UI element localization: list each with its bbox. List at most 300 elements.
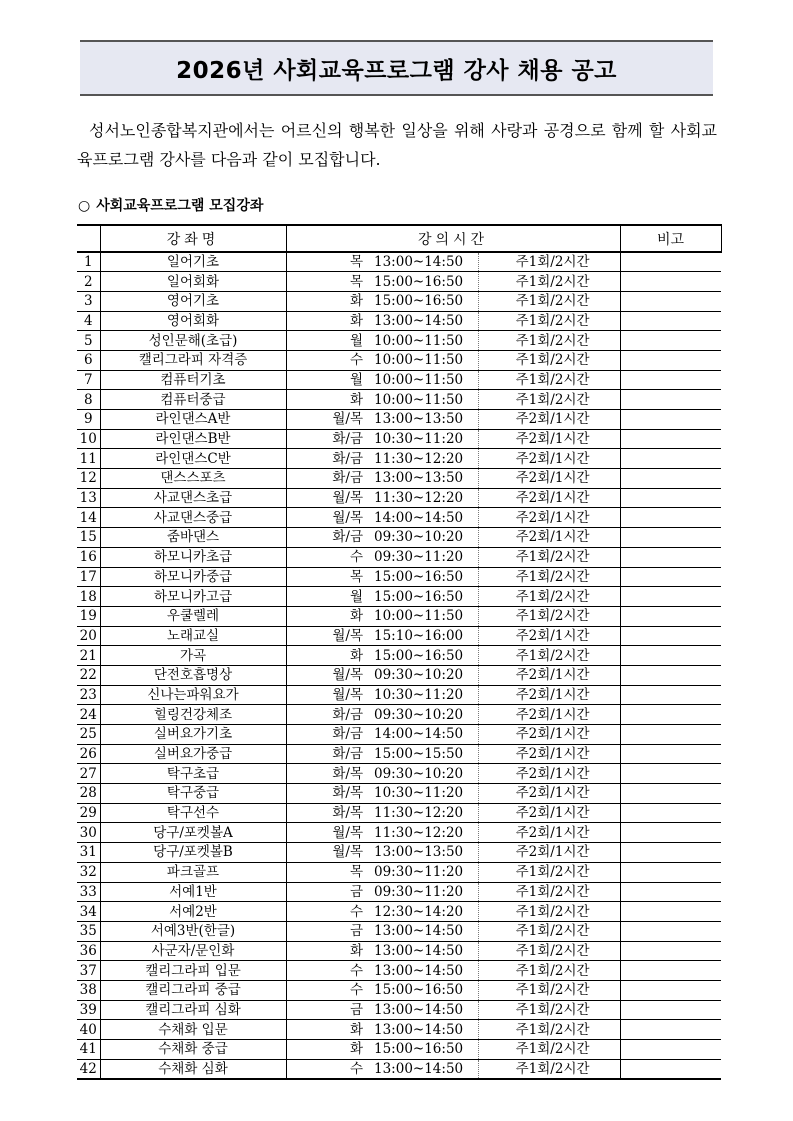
course-frequency: 주1회/2시간 (478, 902, 620, 922)
row-number: 19 (77, 606, 100, 626)
table-row (77, 823, 721, 843)
row-number: 36 (77, 941, 100, 961)
table-row (77, 882, 721, 902)
course-time: 13:00~14:50 (366, 1020, 478, 1040)
course-name: 하모니카중급 (100, 567, 286, 587)
course-frequency: 주1회/2시간 (478, 1020, 620, 1040)
course-frequency: 주1회/2시간 (478, 252, 620, 272)
row-number: 22 (77, 665, 100, 685)
course-frequency: 주1회/2시간 (478, 862, 620, 882)
course-name: 성인문해(초급) (100, 331, 286, 351)
course-day: 월 (286, 331, 366, 351)
course-name: 캘리그라피 입문 (100, 961, 286, 981)
course-name: 탁구선수 (100, 803, 286, 823)
row-number: 31 (77, 843, 100, 863)
table-row (77, 626, 721, 646)
course-frequency: 주1회/2시간 (478, 980, 620, 1000)
row-number: 28 (77, 784, 100, 804)
course-note (620, 252, 721, 272)
course-name: 우쿨렐레 (100, 606, 286, 626)
course-note (620, 331, 721, 351)
course-frequency: 주2회/1시간 (478, 705, 620, 725)
course-frequency: 주2회/1시간 (478, 429, 620, 449)
course-day: 수 (286, 350, 366, 370)
course-time: 11:30~12:20 (366, 449, 478, 469)
course-frequency: 주1회/2시간 (478, 567, 620, 587)
course-name: 실버요가기초 (100, 725, 286, 745)
table-row (77, 961, 721, 981)
course-name: 수채화 입문 (100, 1020, 286, 1040)
course-note (620, 370, 721, 390)
table-row (77, 528, 721, 548)
course-time: 15:10~16:00 (366, 626, 478, 646)
course-day: 수 (286, 980, 366, 1000)
course-name: 탁구중급 (100, 784, 286, 804)
row-number: 14 (77, 508, 100, 528)
course-frequency: 주1회/2시간 (478, 941, 620, 961)
course-time: 11:30~12:20 (366, 488, 478, 508)
course-note (620, 803, 721, 823)
course-frequency: 주2회/1시간 (478, 685, 620, 705)
course-day: 화 (286, 1020, 366, 1040)
course-note (620, 1059, 721, 1079)
course-day: 월/목 (286, 488, 366, 508)
course-time: 11:30~12:20 (366, 823, 478, 843)
course-name: 사교댄스중급 (100, 508, 286, 528)
course-note (620, 980, 721, 1000)
row-number: 40 (77, 1020, 100, 1040)
course-frequency: 주2회/1시간 (478, 823, 620, 843)
course-name: 캘리그라피 자격증 (100, 350, 286, 370)
course-name: 영어회화 (100, 311, 286, 331)
course-frequency: 주2회/1시간 (478, 469, 620, 489)
course-frequency: 주2회/1시간 (478, 784, 620, 804)
course-day: 화/목 (286, 764, 366, 784)
course-day: 화/금 (286, 744, 366, 764)
row-number: 21 (77, 646, 100, 666)
course-frequency: 주1회/2시간 (478, 331, 620, 351)
course-frequency: 주1회/2시간 (478, 587, 620, 607)
row-number: 6 (77, 350, 100, 370)
course-name: 서예2반 (100, 902, 286, 922)
course-note (620, 567, 721, 587)
course-note (620, 410, 721, 430)
course-note (620, 429, 721, 449)
table-row (77, 725, 721, 745)
header-note: 비고 (620, 225, 721, 252)
table-row (77, 547, 721, 567)
row-number: 26 (77, 744, 100, 764)
table-row (77, 606, 721, 626)
course-time: 13:00~13:50 (366, 469, 478, 489)
course-note (620, 685, 721, 705)
course-note (620, 350, 721, 370)
course-note (620, 291, 721, 311)
section-heading (78, 195, 263, 215)
course-frequency: 주2회/1시간 (478, 488, 620, 508)
row-number: 15 (77, 528, 100, 548)
course-note (620, 843, 721, 863)
course-name: 파크골프 (100, 862, 286, 882)
row-number: 33 (77, 882, 100, 902)
table-row (77, 252, 721, 272)
course-time: 10:00~11:50 (366, 331, 478, 351)
course-day: 화 (286, 390, 366, 410)
row-number: 13 (77, 488, 100, 508)
course-name: 단전호흡명상 (100, 665, 286, 685)
course-note (620, 823, 721, 843)
course-time: 10:00~11:50 (366, 390, 478, 410)
course-time: 12:30~14:20 (366, 902, 478, 922)
course-note (620, 1040, 721, 1060)
course-day: 화 (286, 311, 366, 331)
course-time: 09:30~10:20 (366, 528, 478, 548)
course-frequency: 주2회/1시간 (478, 410, 620, 430)
course-day: 화/목 (286, 784, 366, 804)
course-note (620, 764, 721, 784)
course-day: 월/목 (286, 823, 366, 843)
course-day: 목 (286, 272, 366, 292)
course-time: 10:00~11:50 (366, 350, 478, 370)
course-frequency: 주2회/1시간 (478, 764, 620, 784)
course-name: 컴퓨터중급 (100, 390, 286, 410)
course-time: 09:30~10:20 (366, 764, 478, 784)
course-frequency: 주2회/1시간 (478, 449, 620, 469)
table-row (77, 764, 721, 784)
row-number: 39 (77, 1000, 100, 1020)
course-time: 15:00~16:50 (366, 272, 478, 292)
course-day: 월/목 (286, 410, 366, 430)
circle-bullet-icon: ○ (78, 198, 91, 214)
course-day: 화 (286, 291, 366, 311)
course-name: 신나는파워요가 (100, 685, 286, 705)
course-frequency: 주1회/2시간 (478, 1000, 620, 1020)
table-row (77, 784, 721, 804)
course-frequency: 주1회/2시간 (478, 961, 620, 981)
course-time: 10:30~11:20 (366, 784, 478, 804)
course-time: 09:30~10:20 (366, 705, 478, 725)
table-row (77, 646, 721, 666)
course-note (620, 528, 721, 548)
table-row (77, 410, 721, 430)
row-number: 20 (77, 626, 100, 646)
table-row (77, 1059, 721, 1079)
course-frequency: 주1회/2시간 (478, 311, 620, 331)
course-frequency: 주2회/1시간 (478, 744, 620, 764)
page-title: 2026년 사회교육프로그램 강사 채용 공고 (176, 57, 617, 84)
course-name: 실버요가중급 (100, 744, 286, 764)
course-frequency: 주2회/1시간 (478, 843, 620, 863)
row-number: 34 (77, 902, 100, 922)
course-time: 15:00~16:50 (366, 646, 478, 666)
table-row (77, 803, 721, 823)
table-header-row (77, 225, 721, 252)
row-number: 24 (77, 705, 100, 725)
course-name: 서예3반(한글) (100, 921, 286, 941)
course-time: 09:30~11:20 (366, 862, 478, 882)
row-number: 2 (77, 272, 100, 292)
course-frequency: 주2회/1시간 (478, 803, 620, 823)
course-day: 화 (286, 941, 366, 961)
row-number: 18 (77, 587, 100, 607)
course-name: 가곡 (100, 646, 286, 666)
course-note (620, 311, 721, 331)
course-day: 목 (286, 252, 366, 272)
row-number: 23 (77, 685, 100, 705)
course-note (620, 744, 721, 764)
course-name: 일어기초 (100, 252, 286, 272)
course-note (620, 272, 721, 292)
course-note (620, 626, 721, 646)
course-day: 월/목 (286, 508, 366, 528)
row-number: 42 (77, 1059, 100, 1079)
course-time: 13:00~14:50 (366, 941, 478, 961)
row-number: 4 (77, 311, 100, 331)
table-row (77, 744, 721, 764)
course-frequency: 주1회/2시간 (478, 547, 620, 567)
course-time: 15:00~16:50 (366, 567, 478, 587)
course-time: 15:00~15:50 (366, 744, 478, 764)
intro-paragraph: 성서노인종합복지관에서는 어르신의 행복한 일상을 위해 사랑과 공경으로 함께 할 사회교육프로그램 강사를 다음과 같이 모집합니다. (77, 121, 717, 169)
course-name: 탁구초급 (100, 764, 286, 784)
course-time: 10:00~11:50 (366, 370, 478, 390)
table-row (77, 843, 721, 863)
table-row (77, 902, 721, 922)
course-note (620, 862, 721, 882)
table-row (77, 980, 721, 1000)
course-note (620, 646, 721, 666)
course-frequency: 주1회/2시간 (478, 291, 620, 311)
row-number: 5 (77, 331, 100, 351)
course-day: 금 (286, 1000, 366, 1020)
course-day: 화/금 (286, 429, 366, 449)
section-title: 사회교육프로그램 모집강좌 (96, 198, 264, 214)
course-frequency: 주1회/2시간 (478, 390, 620, 410)
course-frequency: 주2회/1시간 (478, 508, 620, 528)
header-lecture-time: 강의시간 (286, 225, 620, 252)
course-note (620, 784, 721, 804)
course-day: 화/금 (286, 725, 366, 745)
course-time: 13:00~14:50 (366, 252, 478, 272)
course-frequency: 주1회/2시간 (478, 272, 620, 292)
course-name: 줌바댄스 (100, 528, 286, 548)
table-row (77, 941, 721, 961)
table-row (77, 567, 721, 587)
course-frequency: 주1회/2시간 (478, 350, 620, 370)
course-day: 화 (286, 646, 366, 666)
course-time: 09:30~11:20 (366, 882, 478, 902)
course-name: 라인댄스A반 (100, 410, 286, 430)
course-time: 13:00~14:50 (366, 961, 478, 981)
row-number: 12 (77, 469, 100, 489)
row-number: 16 (77, 547, 100, 567)
course-name: 라인댄스C반 (100, 449, 286, 469)
table-row (77, 291, 721, 311)
course-note (620, 469, 721, 489)
course-note (620, 488, 721, 508)
course-day: 수 (286, 902, 366, 922)
course-name: 당구/포켓볼A (100, 823, 286, 843)
course-table (77, 224, 722, 1080)
row-number: 37 (77, 961, 100, 981)
course-name: 힐링건강체조 (100, 705, 286, 725)
table-row (77, 370, 721, 390)
course-name: 노래교실 (100, 626, 286, 646)
course-note (620, 508, 721, 528)
course-time: 10:30~11:20 (366, 429, 478, 449)
course-day: 수 (286, 961, 366, 981)
course-day: 목 (286, 567, 366, 587)
course-frequency: 주2회/1시간 (478, 528, 620, 548)
course-frequency: 주1회/2시간 (478, 370, 620, 390)
course-day: 화/목 (286, 803, 366, 823)
table-row (77, 921, 721, 941)
row-number: 8 (77, 390, 100, 410)
row-number: 1 (77, 252, 100, 272)
course-day: 화/금 (286, 449, 366, 469)
course-time: 15:00~16:50 (366, 980, 478, 1000)
row-number: 25 (77, 725, 100, 745)
course-note (620, 705, 721, 725)
table-row (77, 685, 721, 705)
row-number: 10 (77, 429, 100, 449)
course-name: 캘리그라피 중급 (100, 980, 286, 1000)
course-frequency: 주2회/1시간 (478, 725, 620, 745)
course-note (620, 547, 721, 567)
course-time: 11:30~12:20 (366, 803, 478, 823)
row-number: 9 (77, 410, 100, 430)
course-time: 09:30~10:20 (366, 665, 478, 685)
table-row (77, 665, 721, 685)
course-frequency: 주1회/2시간 (478, 921, 620, 941)
course-time: 13:00~14:50 (366, 1000, 478, 1020)
row-number: 7 (77, 370, 100, 390)
course-note (620, 606, 721, 626)
course-note (620, 941, 721, 961)
course-time: 13:00~13:50 (366, 843, 478, 863)
table-row (77, 1040, 721, 1060)
course-note (620, 587, 721, 607)
course-time: 09:30~11:20 (366, 547, 478, 567)
course-note (620, 1020, 721, 1040)
course-name: 댄스스포츠 (100, 469, 286, 489)
course-note (620, 1000, 721, 1020)
course-note (620, 921, 721, 941)
course-time: 10:30~11:20 (366, 685, 478, 705)
row-number: 29 (77, 803, 100, 823)
course-name: 일어회화 (100, 272, 286, 292)
table-row (77, 508, 721, 528)
course-note (620, 902, 721, 922)
row-number: 17 (77, 567, 100, 587)
course-time: 14:00~14:50 (366, 725, 478, 745)
course-name: 컴퓨터기초 (100, 370, 286, 390)
course-time: 15:00~16:50 (366, 587, 478, 607)
row-number: 32 (77, 862, 100, 882)
course-day: 화 (286, 1040, 366, 1060)
course-note (620, 961, 721, 981)
table-row (77, 390, 721, 410)
course-name: 사군자/문인화 (100, 941, 286, 961)
course-frequency: 주2회/1시간 (478, 626, 620, 646)
table-body (77, 252, 721, 1079)
course-note (620, 449, 721, 469)
table-row (77, 488, 721, 508)
course-day: 월/목 (286, 665, 366, 685)
table-row (77, 1000, 721, 1020)
row-number: 41 (77, 1040, 100, 1060)
course-name: 서예1반 (100, 882, 286, 902)
course-name: 영어기초 (100, 291, 286, 311)
course-time: 13:00~14:50 (366, 311, 478, 331)
table-row (77, 311, 721, 331)
row-number: 35 (77, 921, 100, 941)
header-number (77, 225, 100, 252)
table-row (77, 705, 721, 725)
course-time: 13:00~14:50 (366, 921, 478, 941)
course-name: 하모니카초급 (100, 547, 286, 567)
table-row (77, 1020, 721, 1040)
course-day: 화/금 (286, 705, 366, 725)
row-number: 11 (77, 449, 100, 469)
row-number: 38 (77, 980, 100, 1000)
course-time: 10:00~11:50 (366, 606, 478, 626)
course-day: 수 (286, 1059, 366, 1079)
course-note (620, 390, 721, 410)
course-day: 월/목 (286, 843, 366, 863)
table-row (77, 449, 721, 469)
course-name: 수채화 심화 (100, 1059, 286, 1079)
course-frequency: 주1회/2시간 (478, 882, 620, 902)
course-note (620, 882, 721, 902)
course-day: 월 (286, 587, 366, 607)
course-day: 월 (286, 370, 366, 390)
course-frequency: 주1회/2시간 (478, 1059, 620, 1079)
row-number: 27 (77, 764, 100, 784)
course-day: 화/금 (286, 469, 366, 489)
header-course-name: 강좌명 (100, 225, 286, 252)
course-time: 15:00~16:50 (366, 1040, 478, 1060)
table-row (77, 272, 721, 292)
course-note (620, 725, 721, 745)
course-note (620, 665, 721, 685)
course-day: 목 (286, 862, 366, 882)
row-number: 30 (77, 823, 100, 843)
course-day: 금 (286, 921, 366, 941)
course-time: 14:00~14:50 (366, 508, 478, 528)
row-number: 3 (77, 291, 100, 311)
course-name: 하모니카고급 (100, 587, 286, 607)
course-day: 월/목 (286, 685, 366, 705)
table-row (77, 862, 721, 882)
course-name: 사교댄스초급 (100, 488, 286, 508)
course-frequency: 주2회/1시간 (478, 665, 620, 685)
course-frequency: 주1회/2시간 (478, 606, 620, 626)
table-row (77, 587, 721, 607)
course-time: 13:00~14:50 (366, 1059, 478, 1079)
title-banner (80, 40, 713, 96)
course-name: 수채화 중급 (100, 1040, 286, 1060)
course-day: 월/목 (286, 626, 366, 646)
course-name: 당구/포켓볼B (100, 843, 286, 863)
course-day: 수 (286, 547, 366, 567)
course-time: 15:00~16:50 (366, 291, 478, 311)
course-frequency: 주1회/2시간 (478, 1040, 620, 1060)
course-day: 화 (286, 606, 366, 626)
table-row (77, 350, 721, 370)
course-day: 금 (286, 882, 366, 902)
course-time: 13:00~13:50 (366, 410, 478, 430)
